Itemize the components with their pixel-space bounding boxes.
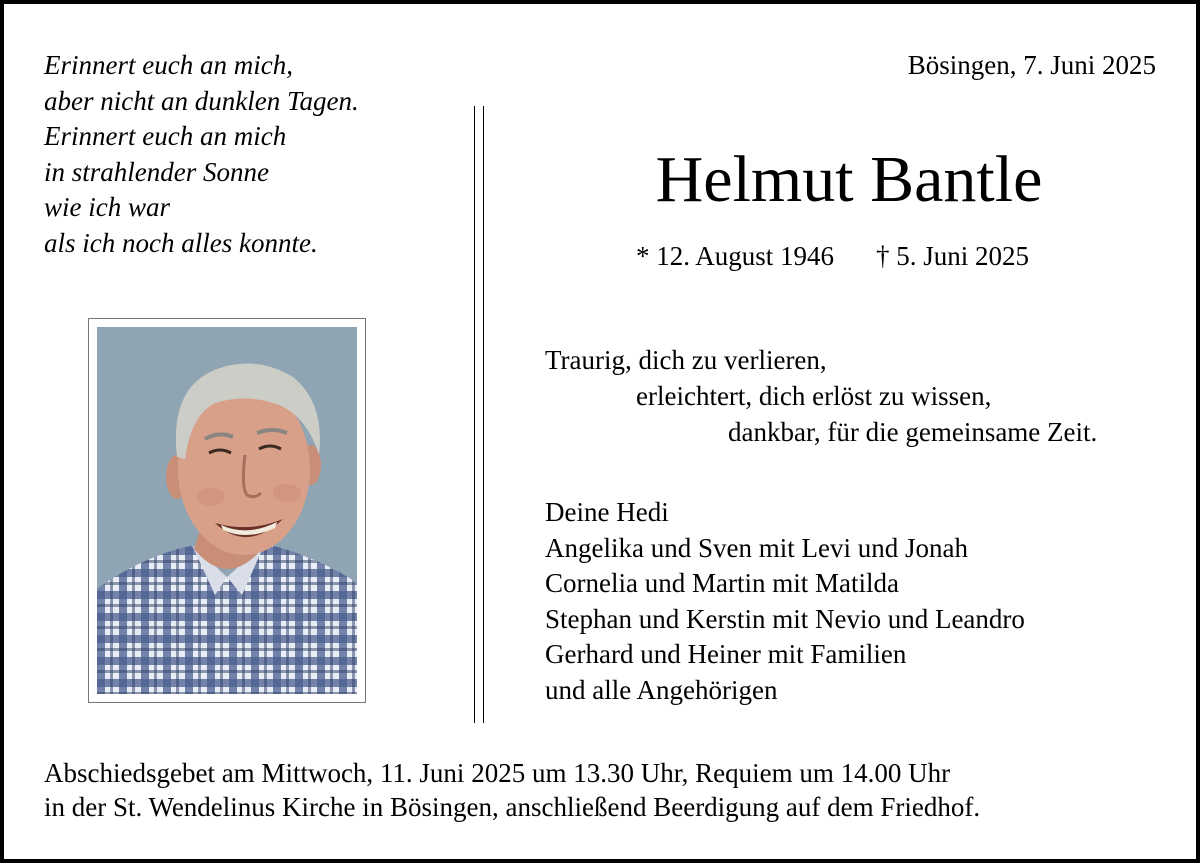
family-line: Deine Hedi [545,497,669,527]
service-line: Abschiedsgebet am Mittwoch, 11. Juni 2025 um 13.30 Uhr, Requiem um 14.00 Uhr [44,758,951,788]
service-line: in der St. Wendelinus Kirche in Bösingen, anschließend Beerdigung auf dem Friedhof. [44,792,981,822]
memorial-poem [44,48,359,261]
poem-line: aber nicht an dunklen Tagen. [44,85,359,116]
family-line: Angelika und Sven mit Levi und Jonah [545,532,968,563]
family-line: und alle Angehörigen [545,674,778,705]
family-line: Stephan und Kerstin mit Nevio und Leandro [545,603,1025,634]
life-dates [636,239,1029,273]
deceased-name: Helmut Bantle [655,143,1043,216]
portrait-photo-frame [88,318,366,703]
sentiment-line: Traurig, dich zu verlieren, [545,345,827,375]
family-line: Gerhard und Heiner mit Familien [545,639,907,670]
vertical-divider [474,106,484,723]
sentiment-line: dankbar, für die gemeinsame Zeit. [728,417,1098,447]
poem-line: in strahlender Sonne [44,156,269,187]
birth-date: * 12. August 1946 [636,241,835,271]
death-date: † 5. Juni 2025 [876,241,1030,271]
family-list [545,495,1025,709]
poem-line: Erinnert euch an mich, [44,50,293,80]
sentiment-line: erleichtert, dich erlöst zu wissen, [636,381,992,411]
poem-line: Erinnert euch an mich [44,121,287,151]
family-line: Cornelia und Martin mit Matilda [545,568,899,599]
sentiment-text [545,342,1097,450]
portrait-photo [97,327,357,694]
poem-line: wie ich war [44,192,170,222]
place-and-date: Bösingen, 7. Juni 2025 [907,50,1156,80]
service-details [44,756,980,824]
poem-line: als ich noch alles konnte. [44,227,318,258]
